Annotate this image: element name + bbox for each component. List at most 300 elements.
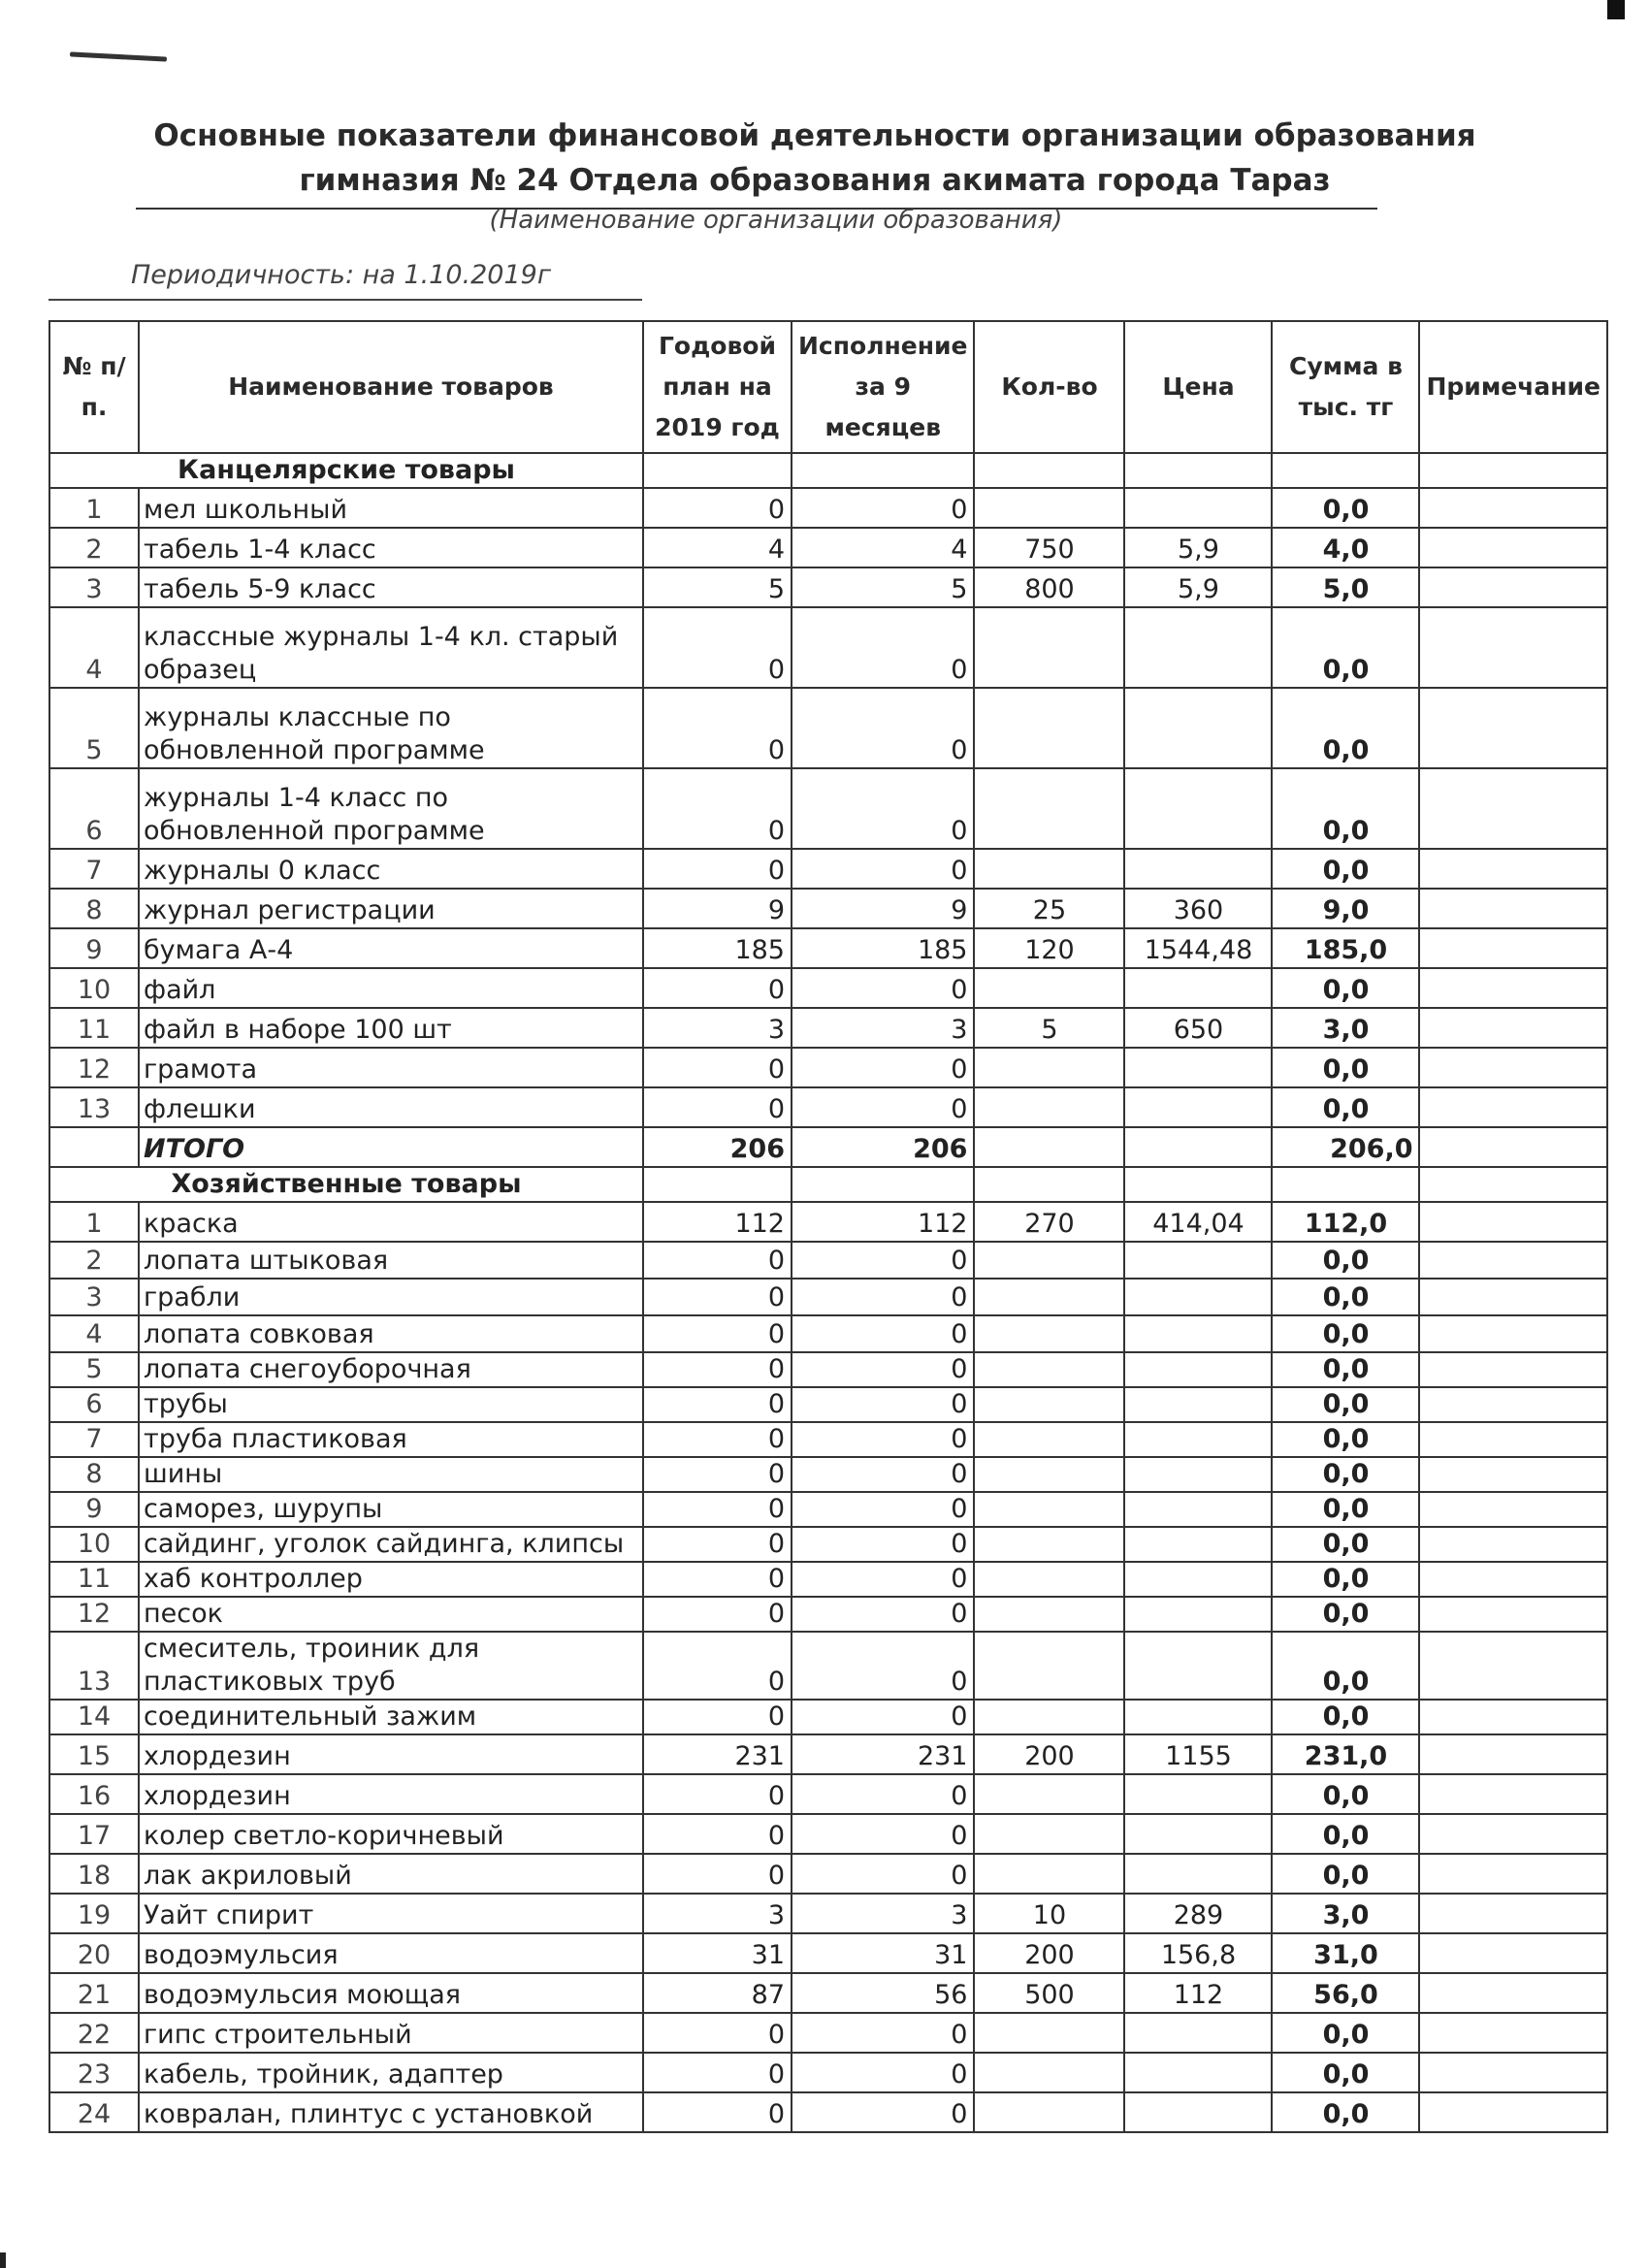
price-value: [1124, 488, 1272, 528]
item-name: лопата штыковая: [139, 1242, 643, 1279]
plan-value: 0: [643, 2013, 792, 2053]
note-value: [1419, 1457, 1607, 1492]
table-row: [49, 968, 1607, 1008]
sum-value: 56,0: [1272, 1973, 1419, 2013]
section-header-row: [49, 1167, 1607, 1202]
section-title: Хозяйственные товары: [49, 1167, 643, 1202]
sum-value: 0,0: [1272, 2013, 1419, 2053]
sum-value: 0,0: [1272, 1387, 1419, 1422]
item-name: лак акриловый: [139, 1854, 643, 1894]
table-row: [49, 1048, 1607, 1087]
row-number: 2: [49, 528, 139, 567]
exec-value: 0: [792, 849, 974, 889]
sum-value: 185,0: [1272, 928, 1419, 968]
qty-value: [974, 1087, 1124, 1127]
item-name: краска: [139, 1202, 643, 1242]
sum-value: 112,0: [1272, 1202, 1419, 1242]
note-value: [1419, 1352, 1607, 1387]
row-number: 13: [49, 1632, 139, 1700]
row-number: 5: [49, 688, 139, 768]
qty-value: [974, 849, 1124, 889]
row-number: 24: [49, 2092, 139, 2132]
qty-value: 800: [974, 567, 1124, 607]
table-body: [49, 453, 1607, 2132]
table-row: [49, 1527, 1607, 1562]
note-value: [1419, 1597, 1607, 1632]
exec-value: 0: [792, 1562, 974, 1597]
price-value: [1124, 1562, 1272, 1597]
table-row: [49, 2013, 1607, 2053]
plan-value: 87: [643, 1973, 792, 2013]
sum-value: 0,0: [1272, 768, 1419, 849]
table-row: [49, 928, 1607, 968]
sum-value: 0,0: [1272, 688, 1419, 768]
item-name: хлордезин: [139, 1734, 643, 1774]
qty-value: [974, 1279, 1124, 1315]
col-header-exec: Исполнение за 9 месяцев: [792, 321, 974, 453]
sum-value: 0,0: [1272, 488, 1419, 528]
exec-value: 0: [792, 488, 974, 528]
table-row: [49, 1422, 1607, 1457]
item-name: шины: [139, 1457, 643, 1492]
table-row: [49, 1814, 1607, 1854]
plan-value: 0: [643, 488, 792, 528]
col-header-price: Цена: [1124, 321, 1272, 453]
price-value: [1124, 2053, 1272, 2092]
plan-value: 0: [643, 1315, 792, 1352]
plan-value: 0: [643, 1387, 792, 1422]
plan-value: 3: [643, 1894, 792, 1933]
row-number: 8: [49, 889, 139, 928]
qty-value: 200: [974, 1933, 1124, 1973]
qty-value: 200: [974, 1734, 1124, 1774]
sum-value: 231,0: [1272, 1734, 1419, 1774]
exec-value: 185: [792, 928, 974, 968]
price-value: 5,9: [1124, 528, 1272, 567]
price-value: 650: [1124, 1008, 1272, 1048]
period-label: Периодичность: на 1.10.2019г: [131, 260, 552, 290]
table-row: [49, 889, 1607, 928]
qty-value: [974, 2092, 1124, 2132]
sum-value: 0,0: [1272, 1700, 1419, 1734]
note-value: [1419, 1315, 1607, 1352]
row-number: 18: [49, 1854, 139, 1894]
row-number: 12: [49, 1597, 139, 1632]
row-number: 5: [49, 1352, 139, 1387]
note-value: [1419, 488, 1607, 528]
exec-value: 0: [792, 1854, 974, 1894]
total-label: ИТОГО: [139, 1127, 643, 1167]
note-value: [1419, 688, 1607, 768]
qty-value: [974, 1632, 1124, 1700]
row-number: 4: [49, 607, 139, 688]
empty-cell: [1419, 1167, 1607, 1202]
table-row: [49, 1973, 1607, 2013]
sum-value: 0,0: [1272, 1087, 1419, 1127]
plan-value: 0: [643, 1087, 792, 1127]
price-value: [1124, 1597, 1272, 1632]
sum-value: 4,0: [1272, 528, 1419, 567]
item-name: флешки: [139, 1087, 643, 1127]
price-value: [1124, 1492, 1272, 1527]
note-value: [1419, 1894, 1607, 1933]
row-number: 3: [49, 567, 139, 607]
price-value: [1124, 1315, 1272, 1352]
exec-value: 0: [792, 1527, 974, 1562]
plan-value: 31: [643, 1933, 792, 1973]
table-row: [49, 1087, 1607, 1127]
qty-value: [974, 968, 1124, 1008]
price-value: [1124, 1279, 1272, 1315]
table-row: [49, 1008, 1607, 1048]
price-value: [1124, 688, 1272, 768]
item-name: трубы: [139, 1387, 643, 1422]
sum-value: 0,0: [1272, 1774, 1419, 1814]
sum-value: 0,0: [1272, 1854, 1419, 1894]
sum-value: 0,0: [1272, 968, 1419, 1008]
price-value: [1124, 1242, 1272, 1279]
sum-value: 0,0: [1272, 849, 1419, 889]
note-value: [1419, 968, 1607, 1008]
note-value: [1419, 1202, 1607, 1242]
plan-value: 0: [643, 1352, 792, 1387]
qty-value: 25: [974, 889, 1124, 928]
qty-value: 750: [974, 528, 1124, 567]
item-name: файл: [139, 968, 643, 1008]
plan-value: 0: [643, 607, 792, 688]
plan-value: 0: [643, 1700, 792, 1734]
item-name: смеситель, троиник для пластиковых труб: [139, 1632, 643, 1700]
plan-value: 0: [643, 2053, 792, 2092]
sum-value: 31,0: [1272, 1933, 1419, 1973]
exec-value: 0: [792, 2092, 974, 2132]
qty-value: [974, 1422, 1124, 1457]
col-header-name: Наименование товаров: [139, 321, 643, 453]
document-title-line2: гимназия № 24 Отдела образования акимата города Тараз: [299, 163, 1331, 198]
exec-value: 0: [792, 1774, 974, 1814]
row-number: 2: [49, 1242, 139, 1279]
price-value: [1124, 1774, 1272, 1814]
table-row: [49, 849, 1607, 889]
table-row: [49, 1700, 1607, 1734]
note-value: [1419, 2092, 1607, 2132]
plan-value: 0: [643, 1632, 792, 1700]
exec-value: 5: [792, 567, 974, 607]
row-number: 19: [49, 1894, 139, 1933]
row-number: 16: [49, 1774, 139, 1814]
sum-value: 9,0: [1272, 889, 1419, 928]
sum-value: 0,0: [1272, 1562, 1419, 1597]
qty-value: [974, 1457, 1124, 1492]
plan-value: 0: [643, 1854, 792, 1894]
item-name: водоэмульсия: [139, 1933, 643, 1973]
table-row: [49, 2092, 1607, 2132]
qty-value: [974, 1774, 1124, 1814]
document-title-line1: Основные показатели финансовой деятельности организации образования: [153, 118, 1476, 153]
row-number: 12: [49, 1048, 139, 1087]
table-row: [49, 1632, 1607, 1700]
empty-cell: [1272, 1167, 1419, 1202]
exec-value: 0: [792, 1242, 974, 1279]
price-value: [1124, 1387, 1272, 1422]
table-row: [49, 1854, 1607, 1894]
table-row: [49, 768, 1607, 849]
qty-value: [974, 1854, 1124, 1894]
qty-value: [974, 1048, 1124, 1087]
exec-value: 0: [792, 2013, 974, 2053]
note-value: [1419, 1562, 1607, 1597]
scan-edge-mark: [1607, 0, 1625, 19]
note-value: [1419, 1774, 1607, 1814]
plan-value: 0: [643, 688, 792, 768]
exec-value: 0: [792, 2053, 974, 2092]
note-value: [1419, 1279, 1607, 1315]
period-underline: [48, 299, 642, 301]
item-name: хлордезин: [139, 1774, 643, 1814]
empty-cell: [792, 1167, 974, 1202]
exec-value: 3: [792, 1008, 974, 1048]
sum-value: 0,0: [1272, 1457, 1419, 1492]
exec-value: 0: [792, 1700, 974, 1734]
note-value: [1419, 1242, 1607, 1279]
note-value: [1419, 928, 1607, 968]
price-value: 1544,48: [1124, 928, 1272, 968]
qty-value: [974, 1700, 1124, 1734]
exec-value: 231: [792, 1734, 974, 1774]
price-value: [1124, 1700, 1272, 1734]
col-header-num: № п/п.: [49, 321, 139, 453]
organization-caption: (Наименование организации образования): [489, 206, 1063, 235]
table-row: [49, 1457, 1607, 1492]
qty-value: [974, 1492, 1124, 1527]
qty-value: [974, 488, 1124, 528]
plan-value: 112: [643, 1202, 792, 1242]
note-value: [1419, 2053, 1607, 2092]
exec-value: 0: [792, 1422, 974, 1457]
col-header-qty: Кол-во: [974, 321, 1124, 453]
plan-value: 185: [643, 928, 792, 968]
item-name: файл в наборе 100 шт: [139, 1008, 643, 1048]
price-value: [1124, 768, 1272, 849]
row-number: 1: [49, 488, 139, 528]
exec-value: 0: [792, 1087, 974, 1127]
qty-value: [974, 2013, 1124, 2053]
sum-value: 0,0: [1272, 1597, 1419, 1632]
empty-cell: [1419, 1127, 1607, 1167]
table-row: [49, 688, 1607, 768]
table-row: [49, 528, 1607, 567]
row-number: 9: [49, 928, 139, 968]
plan-value: 0: [643, 968, 792, 1008]
exec-value: 0: [792, 1597, 974, 1632]
item-name: кабель, тройник, адаптер: [139, 2053, 643, 2092]
plan-value: 0: [643, 1048, 792, 1087]
empty-cell: [1124, 1167, 1272, 1202]
empty-cell: [974, 1127, 1124, 1167]
row-number: 11: [49, 1008, 139, 1048]
table-row: [49, 607, 1607, 688]
row-number: 23: [49, 2053, 139, 2092]
note-value: [1419, 1734, 1607, 1774]
sum-value: 3,0: [1272, 1008, 1419, 1048]
qty-value: [974, 1597, 1124, 1632]
exec-value: 0: [792, 1457, 974, 1492]
exec-value: 0: [792, 1352, 974, 1387]
sum-value: 0,0: [1272, 1422, 1419, 1457]
plan-value: 0: [643, 1774, 792, 1814]
price-value: 360: [1124, 889, 1272, 928]
item-name: табель 1-4 класс: [139, 528, 643, 567]
total-exec: 206: [792, 1127, 974, 1167]
exec-value: 0: [792, 607, 974, 688]
section-title: Канцелярские товары: [49, 453, 643, 488]
price-value: 112: [1124, 1973, 1272, 2013]
note-value: [1419, 1387, 1607, 1422]
exec-value: 4: [792, 528, 974, 567]
table-row: [49, 1492, 1607, 1527]
price-value: 1155: [1124, 1734, 1272, 1774]
qty-value: [974, 2053, 1124, 2092]
exec-value: 56: [792, 1973, 974, 2013]
plan-value: 4: [643, 528, 792, 567]
note-value: [1419, 1632, 1607, 1700]
scan-corner-mark: [0, 2252, 6, 2268]
sum-value: 0,0: [1272, 1814, 1419, 1854]
item-name: хаб контроллер: [139, 1562, 643, 1597]
empty-cell: [49, 1127, 139, 1167]
plan-value: 0: [643, 2092, 792, 2132]
empty-cell: [974, 1167, 1124, 1202]
item-name: грамота: [139, 1048, 643, 1087]
plan-value: 0: [643, 1279, 792, 1315]
note-value: [1419, 1933, 1607, 1973]
note-value: [1419, 528, 1607, 567]
empty-cell: [1124, 453, 1272, 488]
row-number: 21: [49, 1973, 139, 2013]
table-row: [49, 1933, 1607, 1973]
empty-cell: [643, 1167, 792, 1202]
exec-value: 0: [792, 1632, 974, 1700]
exec-value: 0: [792, 1387, 974, 1422]
col-header-plan: Годовой план на 2019 год: [643, 321, 792, 453]
item-name: бумага А-4: [139, 928, 643, 968]
row-number: 14: [49, 1700, 139, 1734]
item-name: журналы 1-4 класс по обновленной программе: [139, 768, 643, 849]
plan-value: 231: [643, 1734, 792, 1774]
item-name: сайдинг, уголок сайдинга, клипсы: [139, 1527, 643, 1562]
note-value: [1419, 1700, 1607, 1734]
sum-value: 0,0: [1272, 1527, 1419, 1562]
table-row: [49, 567, 1607, 607]
note-value: [1419, 1008, 1607, 1048]
exec-value: 112: [792, 1202, 974, 1242]
sum-value: 0,0: [1272, 607, 1419, 688]
exec-value: 9: [792, 889, 974, 928]
row-number: 3: [49, 1279, 139, 1315]
exec-value: 3: [792, 1894, 974, 1933]
note-value: [1419, 567, 1607, 607]
plan-value: 0: [643, 1814, 792, 1854]
qty-value: [974, 768, 1124, 849]
item-name: Уайт спирит: [139, 1894, 643, 1933]
section-header-row: [49, 453, 1607, 488]
plan-value: 3: [643, 1008, 792, 1048]
plan-value: 0: [643, 849, 792, 889]
qty-value: [974, 1315, 1124, 1352]
qty-value: [974, 1352, 1124, 1387]
item-name: табель 5-9 класс: [139, 567, 643, 607]
note-value: [1419, 1854, 1607, 1894]
table-header-row: [49, 321, 1607, 453]
total-sum: 206,0: [1272, 1127, 1419, 1167]
item-name: водоэмульсия моющая: [139, 1973, 643, 2013]
price-value: [1124, 968, 1272, 1008]
note-value: [1419, 607, 1607, 688]
qty-value: 5: [974, 1008, 1124, 1048]
table-row: [49, 2053, 1607, 2092]
exec-value: 0: [792, 1048, 974, 1087]
sum-value: 0,0: [1272, 1352, 1419, 1387]
sum-value: 0,0: [1272, 1279, 1419, 1315]
qty-value: 500: [974, 1973, 1124, 2013]
sum-value: 5,0: [1272, 567, 1419, 607]
row-number: 9: [49, 1492, 139, 1527]
row-number: 11: [49, 1562, 139, 1597]
price-value: 289: [1124, 1894, 1272, 1933]
exec-value: 0: [792, 768, 974, 849]
empty-cell: [1419, 453, 1607, 488]
note-value: [1419, 1492, 1607, 1527]
col-header-note: Примечание: [1419, 321, 1607, 453]
row-number: 8: [49, 1457, 139, 1492]
exec-value: 0: [792, 688, 974, 768]
row-number: 20: [49, 1933, 139, 1973]
table-row: [49, 1894, 1607, 1933]
price-value: [1124, 1632, 1272, 1700]
item-name: саморез, шурупы: [139, 1492, 643, 1527]
empty-cell: [974, 453, 1124, 488]
item-name: труба пластиковая: [139, 1422, 643, 1457]
row-number: 22: [49, 2013, 139, 2053]
plan-value: 0: [643, 1457, 792, 1492]
note-value: [1419, 1814, 1607, 1854]
item-name: колер светло-коричневый: [139, 1814, 643, 1854]
goods-table: [48, 320, 1608, 2133]
row-number: 10: [49, 1527, 139, 1562]
table-row: [49, 1352, 1607, 1387]
exec-value: 0: [792, 1315, 974, 1352]
table-row: [49, 1279, 1607, 1315]
exec-value: 0: [792, 1492, 974, 1527]
item-name: соединительный зажим: [139, 1700, 643, 1734]
price-value: [1124, 1422, 1272, 1457]
row-number: 13: [49, 1087, 139, 1127]
note-value: [1419, 1087, 1607, 1127]
sum-value: 0,0: [1272, 1242, 1419, 1279]
qty-value: [974, 1242, 1124, 1279]
sum-value: 0,0: [1272, 1492, 1419, 1527]
row-number: 6: [49, 768, 139, 849]
sum-value: 3,0: [1272, 1894, 1419, 1933]
price-value: [1124, 1814, 1272, 1854]
table-row: [49, 1774, 1607, 1814]
item-name: журналы 0 класс: [139, 849, 643, 889]
plan-value: 0: [643, 1422, 792, 1457]
qty-value: [974, 1562, 1124, 1597]
price-value: 5,9: [1124, 567, 1272, 607]
price-value: [1124, 1527, 1272, 1562]
item-name: лопата совковая: [139, 1315, 643, 1352]
